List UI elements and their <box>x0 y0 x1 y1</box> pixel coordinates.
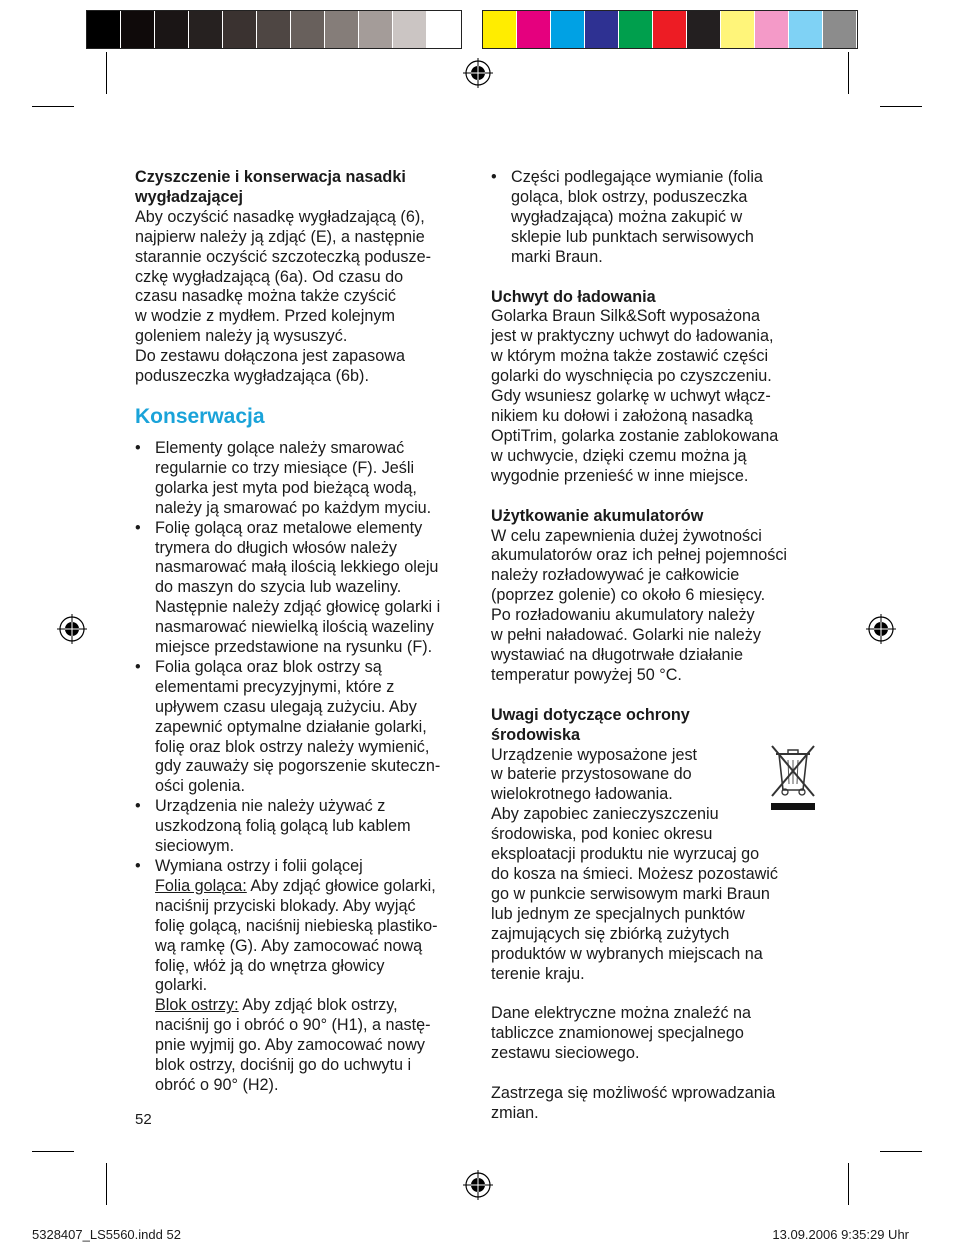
text-line: do maszyn do szycia lub wazeliny. <box>155 578 402 597</box>
color-swatch <box>823 11 857 48</box>
crossed-out-bin-icon <box>768 740 818 812</box>
cleaning-heading-line: Czyszczenie i konserwacja nasadki <box>135 168 406 186</box>
process-color-bar <box>482 10 858 49</box>
text-line: nasmarować niewielką ilością wazeliny <box>155 618 434 637</box>
gray-swatch <box>155 11 189 48</box>
right-column <box>491 168 821 1124</box>
color-swatch <box>585 11 619 48</box>
text-line: naciśnij go i obróć o 90° (H1), a nastę- <box>155 1016 431 1035</box>
text-line: wygodnie przenieść w inne miejsce. <box>491 466 749 485</box>
cleaning-heading <box>135 168 467 208</box>
text-line: goląca, blok ostrzy, poduszeczka <box>511 187 748 206</box>
text-line: Zastrzega się możliwość wprowadzania <box>491 1084 776 1103</box>
crop-mark <box>880 106 922 107</box>
reservation-paragraph <box>491 1084 821 1124</box>
gray-swatch <box>325 11 359 48</box>
text-line: do kosza na śmieci. Możesz pozostawić <box>491 865 778 883</box>
text-line: ości golenia. <box>155 777 245 796</box>
color-swatch <box>517 11 551 48</box>
text-line: terenie kraju. <box>491 964 585 983</box>
text-line: golarka jest myta pod bieżącą wodą, <box>155 478 417 497</box>
gray-swatch <box>87 11 121 48</box>
color-swatch <box>721 11 755 48</box>
crop-mark <box>106 1163 107 1205</box>
color-swatch <box>483 11 517 48</box>
text-line: OptiTrim, golarka zostanie zablokowana <box>491 426 779 445</box>
battery-paragraph <box>491 527 821 686</box>
crop-mark <box>106 52 107 94</box>
cleaning-paragraph <box>135 208 467 387</box>
color-swatch <box>619 11 653 48</box>
text-line: produktów w wybranych miejscach na <box>491 944 763 963</box>
foil-instructions <box>155 897 438 995</box>
text-line: zmian. <box>491 1104 539 1123</box>
footer-file-info: 5328407_LS5560.indd 52 <box>32 1227 181 1242</box>
text-line: pnie wyjmij go. Aby zamocować nowy <box>155 1036 425 1055</box>
gray-swatch <box>427 11 461 48</box>
text-line: wą ramkę (G). Aby zamocować nową <box>155 936 423 955</box>
text-line: Folię golącą oraz metalowe elementy <box>155 518 423 537</box>
text-line: tabliczce znamionowej specjalnego <box>491 1024 744 1043</box>
bullet-item <box>135 519 467 658</box>
text-line: gdy zauważy się pogorszenie skuteczn- <box>155 757 441 776</box>
registration-mark-icon <box>463 58 493 88</box>
text-line: naciśnij przyciski blokady. Aby wyjąć <box>155 896 416 915</box>
registration-mark-icon <box>866 614 896 644</box>
environment-heading-line: środowiska <box>491 725 581 744</box>
text-line: lub jednym ze specjalnych punktów <box>491 904 745 923</box>
bullet-item <box>491 168 821 268</box>
text-line: w którym można także zostawić części <box>491 347 769 366</box>
crop-mark <box>32 1151 74 1152</box>
text-line: blok ostrzy, dociśnij go do uchwytu i <box>155 1056 412 1075</box>
text-line: miejsce przedstawione na rysunku (F). <box>155 638 433 657</box>
blade-label: Blok ostrzy: <box>155 996 239 1015</box>
color-swatch <box>653 11 687 48</box>
text-line: należy rozładowywać je całkowicie <box>491 566 740 585</box>
text-line: golarki. <box>155 976 208 995</box>
cleaning-heading-line: wygładzającej <box>135 187 243 206</box>
text-line: goleniem należy ją wysuszyć. <box>135 327 348 346</box>
foil-first-line: Aby zdjąć głowice golarki, <box>246 876 436 895</box>
text-line: Po rozładowaniu akumulatory należy <box>491 606 755 625</box>
text-line: obróć o 90° (H2). <box>155 1075 279 1094</box>
text-line: Folia goląca oraz blok ostrzy są <box>155 657 382 676</box>
blade-first-line: Aby zdjąć blok ostrzy, <box>238 996 398 1015</box>
text-line: W celu zapewnienia dużej żywotności <box>491 526 762 545</box>
text-line: najpierw należy ją zdjąć (E), a następnie <box>135 227 425 246</box>
gray-swatch <box>257 11 291 48</box>
color-swatch <box>789 11 823 48</box>
replacement-intro: Wymiana ostrzy i folii golącej <box>155 857 363 875</box>
bullet-item-replacement <box>135 857 467 1096</box>
gray-swatch <box>121 11 155 48</box>
text-line: trymera do długich włosów należy <box>155 538 398 557</box>
color-swatch <box>551 11 585 48</box>
text-line: elementami precyzyjnymi, które z <box>155 677 395 696</box>
text-line: wystawiać na długotrwałe działanie <box>491 645 743 664</box>
text-line: folię golącą, naciśnij niebieską plastiko- <box>155 916 438 935</box>
text-line: golarki do wyschnięcia po czyszczeniu. <box>491 367 772 386</box>
text-line: poduszeczka wygładzająca (6b). <box>135 367 369 386</box>
text-line: Części podlegające wymianie (folia <box>511 168 763 186</box>
gray-swatch <box>393 11 427 48</box>
text-line: w uchwycie, dzięki czemu można ją <box>491 446 747 465</box>
gray-swatch <box>223 11 257 48</box>
text-line: go w punkcie serwisowym marki Braun <box>491 884 770 903</box>
text-line: w pełni naładować. Golarki nie należy <box>491 626 761 645</box>
text-line: starannie oczyścić szczoteczką podusze- <box>135 247 431 266</box>
registration-mark-icon <box>57 614 87 644</box>
blade-instructions <box>155 1016 431 1094</box>
color-swatch <box>687 11 721 48</box>
text-line: regularnie co trzy miesiące (F). Jeśli <box>155 458 415 477</box>
text-line: w wodzie z mydłem. Przed kolejnym <box>135 307 395 326</box>
bullet-item <box>135 658 467 797</box>
color-swatch <box>755 11 789 48</box>
text-line: jest w praktyczny uchwyt do ładowania, <box>491 327 774 346</box>
text-line: sieciowym. <box>155 837 235 856</box>
maintenance-bullet-list <box>135 439 467 1096</box>
bullet-item <box>135 797 467 857</box>
crop-mark <box>880 1151 922 1152</box>
text-line: Aby zapobiec zanieczyszczeniu <box>491 805 719 824</box>
bullet-item <box>135 439 467 519</box>
crop-mark <box>848 52 849 94</box>
crop-mark <box>32 106 74 107</box>
environment-heading-line: Uwagi dotyczące ochrony <box>491 705 690 724</box>
foil-label: Folia goląca: <box>155 876 247 895</box>
text-line: marki Braun. <box>511 247 603 266</box>
text-line: uszkodzoną folią golącą lub kablem <box>155 817 411 836</box>
text-line: upływem czasu ulegają zużyciu. Aby <box>155 697 417 716</box>
text-line: zestawu sieciowego. <box>491 1044 640 1063</box>
text-line: nasmarować małą ilością lekkiego oleju <box>155 558 439 577</box>
section-title: Konserwacja <box>135 404 265 428</box>
text-line: wielokrotnego ładowania. <box>491 785 673 804</box>
charging-heading: Uchwyt do ładowania <box>491 287 656 306</box>
text-line: Golarka Braun Silk&Soft wyposażona <box>491 307 761 326</box>
registration-mark-icon <box>463 1170 493 1200</box>
page-number: 52 <box>135 1111 152 1128</box>
text-line: zajmujących się zbiórką zużytych <box>491 924 730 943</box>
text-line: w baterie przystosowane do <box>491 765 692 784</box>
text-line: folię oraz blok ostrzy należy wymienić, <box>155 737 430 756</box>
parts-bullet-list <box>491 168 821 268</box>
footer-timestamp: 13.09.2006 9:35:29 Uhr <box>772 1227 909 1242</box>
text-line: sklepie lub punktach serwisowych <box>511 227 754 246</box>
text-line: temperatur powyżej 50 °C. <box>491 665 682 684</box>
text-line: należy ją smarować po każdym myciu. <box>155 498 432 517</box>
text-line: zapewnić optymalne działanie golarki, <box>155 717 427 736</box>
charging-paragraph <box>491 307 821 486</box>
text-line: nikiem ku dołowi i założoną nasadką <box>491 406 753 425</box>
text-line: Urządzenia nie należy używać z <box>155 797 386 816</box>
left-column <box>135 168 467 1096</box>
gray-swatch <box>189 11 223 48</box>
text-line: Dane elektryczne można znaleźć na <box>491 1004 752 1023</box>
text-line: czasu nasadkę można także czyścić <box>135 287 396 306</box>
text-line: Aby oczyścić nasadkę wygładzającą (6), <box>135 207 425 226</box>
text-line: akumulatorów oraz ich pełnej pojemności <box>491 546 788 565</box>
grayscale-color-bar <box>86 10 462 49</box>
text-line: czkę wygładzającą (6a). Od czasu do <box>135 267 404 286</box>
electrical-data-paragraph <box>491 1004 821 1064</box>
gray-swatch <box>291 11 325 48</box>
text-line: eksploatacji produktu nie wyrzucaj go <box>491 845 760 864</box>
text-line: (poprzez golenie) co około 6 miesięcy. <box>491 586 766 605</box>
text-line: Urządzenie wyposażone jest <box>491 745 698 764</box>
battery-heading: Użytkowanie akumulatorów <box>491 506 704 525</box>
text-line: Do zestawu dołączona jest zapasowa <box>135 347 405 366</box>
text-line: środowiska, pod koniec okresu <box>491 825 713 844</box>
text-line: Elementy golące należy smarować <box>155 438 405 457</box>
crop-mark <box>848 1163 849 1205</box>
gray-swatch <box>359 11 393 48</box>
text-line: wygładzająca) można zakupić w <box>511 207 743 226</box>
text-line: Gdy wsuniesz golarkę w uchwyt włącz- <box>491 387 771 406</box>
text-line: Następnie należy zdjąć głowicę golarki i <box>155 598 441 617</box>
text-line: folię, włóż ją do wnętrza głowicy <box>155 956 385 975</box>
